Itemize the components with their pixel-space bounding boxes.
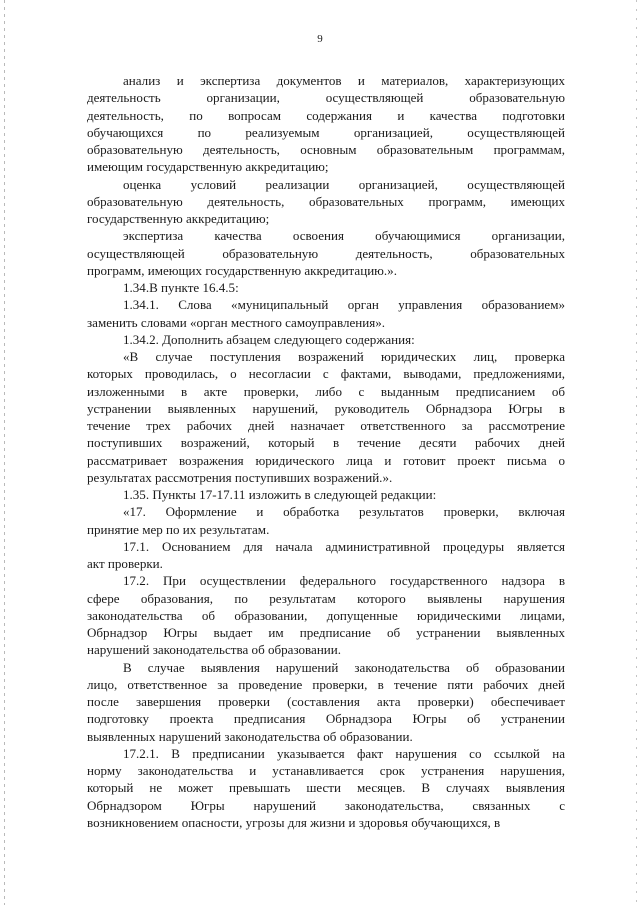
- paragraph: [87, 279, 565, 296]
- text-line: течение трех рабочих дней назначает ответственного за рассмотрение: [87, 418, 565, 433]
- text-line: законодательства об образовании, допущенные юридическими лицами,: [87, 607, 565, 623]
- text-line: Обрнадзор Югры выдает им предписание об устранении выявленных: [87, 625, 565, 640]
- text-line: норму законодательства и устанавливается срок устранения нарушения,: [87, 763, 565, 778]
- text-line: результатах рассмотрения поступивших возражений.».: [87, 469, 393, 485]
- text-line: который не может превышать шести месяцев. В случаях выявления: [87, 780, 565, 796]
- paragraph: [87, 227, 565, 279]
- text-line: имеющим государственную аккредитацию;: [87, 159, 329, 175]
- document-body: [87, 72, 565, 831]
- text-line: 1.34.2. Дополнить абзацем следующего содержания:: [123, 331, 415, 347]
- text-line: экспертиза качества освоения обучающимися организации,: [123, 228, 565, 244]
- text-line: которых проводилась, о несогласии с фактами, выводами, предложениями,: [87, 366, 565, 382]
- text-line: 17.2. При осуществлении федерального государственного надзора в: [123, 573, 565, 589]
- text-line: 17.2.1. В предписании указывается факт нарушения со ссылкой на: [123, 745, 565, 761]
- text-line: лицо, ответственное за проведение проверки, в течение пяти рабочих дней: [87, 676, 565, 692]
- text-line: 1.35. Пункты 17-17.11 изложить в следующей редакции:: [123, 487, 437, 502]
- text-line: после завершения проверки (составления акта проверки) обеспечивает: [87, 694, 565, 709]
- paragraph: [87, 745, 565, 831]
- text-line: заменить словами «орган местного самоуправления».: [87, 314, 385, 330]
- text-line: «В случае поступления возражений юридических лиц, проверка: [123, 349, 565, 364]
- paragraph: [87, 572, 565, 658]
- page-number: 9: [317, 33, 323, 45]
- text-line: выявленных нарушений законодательства об образовании.: [87, 728, 413, 744]
- text-line: Обрнадзором Югры нарушений законодательства, связанных с: [87, 797, 565, 813]
- text-line: образовательную деятельность, основным образовательным программам,: [87, 142, 565, 157]
- text-line: «17. Оформление и обработка результатов проверки, включая: [123, 504, 565, 520]
- text-line: акт проверки.: [87, 556, 163, 571]
- paragraph: [87, 331, 565, 348]
- text-line: образовательную деятельность, образовательных программ, имеющих: [87, 193, 565, 209]
- text-line: осуществляющей образовательную деятельность, образовательных: [87, 245, 565, 261]
- text-line: программ, имеющих государственную аккредитацию.».: [87, 262, 397, 278]
- text-line: 1.34.1. Слова «муниципальный орган управления образованием»: [123, 297, 565, 313]
- paragraph: [87, 538, 565, 573]
- text-line: 17.1. Основанием для начала административной процедуры является: [123, 538, 565, 554]
- text-line: деятельность, по вопросам содержания и качества подготовки: [87, 107, 565, 123]
- text-line: изложенными в акте проверки, либо с выданным предписанием об: [87, 383, 565, 399]
- text-line: рассматривает возражения юридического лица и готовит проект письма о: [87, 452, 565, 468]
- paragraph: [87, 176, 565, 228]
- text-line: анализ и экспертиза документов и материалов, характеризующих: [123, 73, 565, 88]
- text-line: возникновением опасности, угрозы для жизни и здоровья обучающихся, в: [87, 814, 501, 830]
- text-line: деятельность организации, осуществляющей образовательную: [87, 90, 565, 106]
- text-line: поступивших возражений, который в течение десяти рабочих дней: [87, 435, 565, 451]
- text-line: принятие мер по их результатам.: [87, 521, 270, 537]
- text-line: В случае выявления нарушений законодательства об образовании: [123, 659, 565, 675]
- paragraph: [87, 348, 565, 486]
- paragraph: [87, 503, 565, 538]
- paragraph: [87, 486, 565, 503]
- paragraph: [87, 659, 565, 745]
- text-line: устранении выявленных нарушений, руководитель Обрнадзора Югры в: [87, 400, 565, 416]
- text-line: государственную аккредитацию;: [87, 211, 270, 226]
- text-line: оценка условий реализации организацией, осуществляющей: [123, 176, 565, 192]
- paragraph: [87, 296, 565, 331]
- scan-edge-left: [4, 0, 5, 905]
- text-line: нарушений законодательства об образовании.: [87, 642, 342, 658]
- text-line: сфере образования, по результатам которого выявлены нарушения: [87, 590, 565, 606]
- text-line: подготовку проекта предписания Обрнадзора Югры об устранении: [87, 711, 565, 727]
- text-line: обучающихся по реализуемым организацией, осуществляющей: [87, 124, 565, 140]
- scan-edge-right: [636, 0, 637, 905]
- paragraph: [87, 72, 565, 176]
- text-line: 1.34.В пункте 16.4.5:: [123, 280, 239, 295]
